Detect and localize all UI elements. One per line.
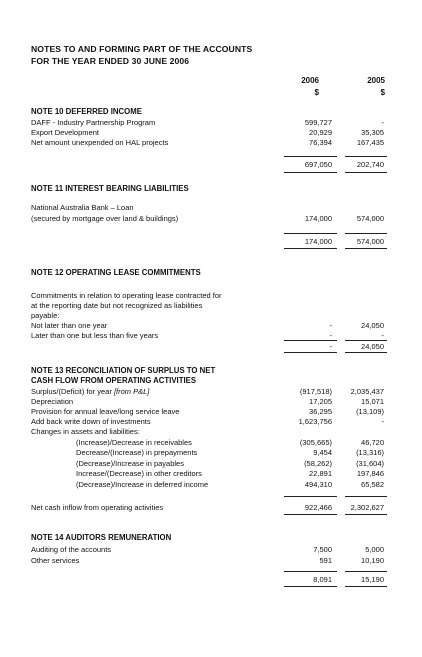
note12-intro: payable: xyxy=(31,311,60,320)
note13-title: NOTE 13 RECONCILIATION OF SURPLUS TO NET xyxy=(31,366,216,375)
note10-title: NOTE 10 DEFERRED INCOME xyxy=(31,107,142,116)
note12-total-2005: 24,050 xyxy=(361,342,384,351)
rule xyxy=(345,156,387,157)
note12-intro: Commitments in relation to operating lease contracted for xyxy=(31,291,222,300)
note13-surplus-2006: (917,518) xyxy=(299,387,332,396)
note14-row-2005: 5,000 xyxy=(365,545,384,554)
note11-total-2005: 574,000 xyxy=(356,237,384,246)
note12-intro: at the reporting date but not recognized as liabilities xyxy=(31,301,203,310)
note13-change-2006: 494,310 xyxy=(304,480,332,489)
rule xyxy=(284,514,337,515)
rule xyxy=(345,352,387,353)
note12-row-2006: - xyxy=(329,331,332,340)
note10-row-2005: - xyxy=(381,118,384,127)
rule xyxy=(284,233,337,234)
note13-row-2006: 17,205 xyxy=(309,397,332,406)
rule xyxy=(284,571,337,572)
note13-change-label: (Decrease)/Increase in payables xyxy=(76,459,184,468)
rule xyxy=(284,586,337,587)
note13-change-label: (Increase)/Decrease in receivables xyxy=(76,438,192,447)
note13-net-2006: 922,466 xyxy=(304,503,332,512)
currency-2005: $ xyxy=(380,88,385,97)
rule xyxy=(345,571,387,572)
rule xyxy=(345,248,387,249)
note14-row-2005: 10,190 xyxy=(361,556,384,565)
note13-change-label: Decrease/(Increase) in prepayments xyxy=(76,448,198,457)
note13-change-2005: 65,582 xyxy=(361,480,384,489)
note12-title: NOTE 12 OPERATING LEASE COMMITMENTS xyxy=(31,268,201,277)
note10-row-2005: 35,305 xyxy=(361,128,384,137)
note13-change-2006: (58,262) xyxy=(304,459,332,468)
note11-line1: National Australia Bank – Loan xyxy=(31,203,134,212)
note13-change-2005: (31,604) xyxy=(356,459,384,468)
note13-row-label: Provision for annual leave/long service leave xyxy=(31,407,180,416)
rule xyxy=(345,340,387,341)
note13-change-2006: (305,665) xyxy=(299,438,332,447)
note14-row-2006: 7,500 xyxy=(313,545,332,554)
note13-row-2005: - xyxy=(381,417,384,426)
note13-change-2005: (13,316) xyxy=(356,448,384,457)
note14-row-2006: 591 xyxy=(319,556,332,565)
note12-row-2005: - xyxy=(381,331,384,340)
note13-net-2005: 2,302,627 xyxy=(350,503,384,512)
note13-row-label: Add back write down of investments xyxy=(31,417,151,426)
note13-row-2005: 15,071 xyxy=(361,397,384,406)
note10-total-2005: 202,740 xyxy=(356,160,384,169)
note13-net-label: Net cash inflow from operating activities xyxy=(31,503,164,512)
note10-row-2006: 599,727 xyxy=(304,118,332,127)
note13-row-2006: 36,295 xyxy=(309,407,332,416)
note13-change-2006: 9,454 xyxy=(313,448,332,457)
note11-line2: (secured by mortgage over land & buildings) xyxy=(31,214,179,223)
rule xyxy=(284,172,337,173)
note13-changes-label: Changes in assets and liabilities: xyxy=(31,427,140,436)
surplus-label-text: Surplus/(Deficit) for year xyxy=(31,387,114,396)
surplus-source-note: [from P&L] xyxy=(113,387,150,396)
note13-change-2006: 22,891 xyxy=(309,469,332,478)
note12-row-2006: - xyxy=(329,321,332,330)
note13-change-2005: 197,846 xyxy=(356,469,384,478)
note11-title: NOTE 11 INTEREST BEARING LIABILITIES xyxy=(31,184,189,193)
note10-row-2006: 20,929 xyxy=(309,128,332,137)
currency-2006: $ xyxy=(314,88,319,97)
rule xyxy=(345,514,387,515)
rule xyxy=(345,586,387,587)
note14-total-2005: 15,190 xyxy=(361,575,384,584)
note12-total-2006: - xyxy=(329,342,332,351)
note11-2005: 574,000 xyxy=(356,214,384,223)
note14-row-label: Auditing of the accounts xyxy=(31,545,112,554)
note10-row-label: Export Development xyxy=(31,128,99,137)
rule xyxy=(284,352,337,353)
note12-row-label: Later than one but less than five years xyxy=(31,331,159,340)
note13-surplus-2005: 2,035,437 xyxy=(350,387,384,396)
note10-row-label: Net amount unexpended on HAL projects xyxy=(31,138,169,147)
note13-change-label: Increase/(Decrease) in other creditors xyxy=(76,469,202,478)
note13-row-label: Depreciation xyxy=(31,397,74,406)
rule xyxy=(284,156,337,157)
rule xyxy=(284,340,337,341)
note11-2006: 174,000 xyxy=(304,214,332,223)
note13-change-2005: 46,720 xyxy=(361,438,384,447)
column-header-2006: 2006 xyxy=(301,76,319,85)
note13-row-2005: (13,109) xyxy=(356,407,384,416)
rule xyxy=(345,496,387,497)
note12-row-2005: 24,050 xyxy=(361,321,384,330)
page-title: NOTES TO AND FORMING PART OF THE ACCOUNTS xyxy=(31,44,253,54)
note11-total-2006: 174,000 xyxy=(304,237,332,246)
page-subtitle: FOR THE YEAR ENDED 30 JUNE 2006 xyxy=(31,56,190,66)
rule xyxy=(284,496,337,497)
note13-row-2006: 1,623,756 xyxy=(298,417,332,426)
note13-surplus-label xyxy=(31,387,149,396)
note10-row-2005: 167,435 xyxy=(356,138,384,147)
note13-title: CASH FLOW FROM OPERATING ACTIVITIES xyxy=(31,376,197,385)
note13-change-label: (Decrease)/Increase in deferred income xyxy=(76,480,209,489)
note14-title: NOTE 14 AUDITORS REMUNERATION xyxy=(31,533,172,542)
rule xyxy=(284,248,337,249)
rule xyxy=(345,233,387,234)
note14-total-2006: 8,091 xyxy=(313,575,332,584)
note14-row-label: Other services xyxy=(31,556,80,565)
rule xyxy=(345,172,387,173)
column-header-2005: 2005 xyxy=(367,76,385,85)
note10-row-label: DAFF - Industry Partnership Program xyxy=(31,118,156,127)
note12-row-label: Not later than one year xyxy=(31,321,108,330)
note10-row-2006: 76,394 xyxy=(309,138,332,147)
note10-total-2006: 697,050 xyxy=(304,160,332,169)
